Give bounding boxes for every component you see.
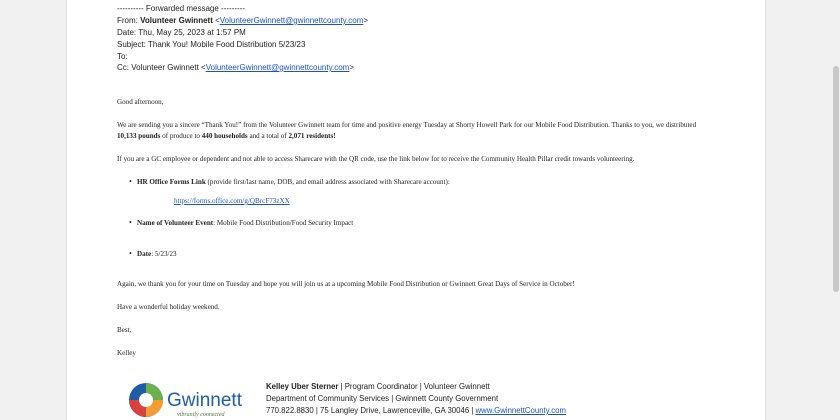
sender-name: Kelley bbox=[117, 349, 136, 357]
residents-figure: 2,071 residents! bbox=[288, 132, 336, 140]
paragraph-3: Again, we thank you for your time on Tuesday and hope you will join us at a upcoming Mobile Food Distribution or Gwinnett Great Days of Service in October! bbox=[117, 280, 575, 288]
website-link[interactable]: www.GwinnettCounty.com bbox=[475, 406, 566, 415]
signature-contact: 770.822.8830 | 75 Langley Drive, Lawrenceville, GA 30046 | www.GwinnettCounty.com bbox=[266, 406, 566, 415]
greeting: Good afternoon, bbox=[117, 98, 164, 106]
signature-name-line bbox=[266, 382, 490, 392]
from-line: From: Volunteer Gwinnett <VolunteerGwinnett@gwinnettcounty.com> bbox=[117, 16, 369, 25]
to-line: To: bbox=[117, 52, 128, 61]
bullet-date-label: Date bbox=[137, 250, 152, 258]
paragraph-1-line-2: 10,133 pounds of produce to 440 households and a total of 2,071 residents! bbox=[117, 132, 336, 140]
bullet-event-name-label: Name of Volunteer Event bbox=[137, 219, 214, 227]
bullet-date: • Date: 5/23/23 bbox=[137, 249, 177, 259]
hr-forms-link[interactable]: https://forms.office.com/g/QBrcF73zXX bbox=[174, 197, 290, 205]
logo-wordmark: Gwinnett bbox=[167, 390, 242, 411]
paragraph-1-line-1: We are sending you a sincere “Thank You!” from the Volunteer Gwinnett team for time and positive energy Tuesday at Shorty Howell Park for our Mobile Food Distribution. Thanks to you, we distributed bbox=[117, 121, 697, 129]
scrollbar-thumb[interactable] bbox=[833, 66, 839, 292]
bullet-event-name: • Name of Volunteer Event: Mobile Food Distribution/Food Security Impact bbox=[137, 218, 353, 228]
subject-line: Subject: Thank You! Mobile Food Distribution 5/23/23 bbox=[117, 40, 306, 49]
cc-email-link[interactable]: VolunteerGwinnett@gwinnettcounty.com bbox=[205, 63, 350, 72]
logo-tagline: vibrantly connected bbox=[177, 412, 225, 418]
cc-label: Cc: Volunteer Gwinnett < bbox=[117, 63, 206, 72]
from-label: From: bbox=[117, 16, 141, 25]
from-name: Volunteer Gwinnett bbox=[140, 16, 213, 25]
households-figure: 440 households bbox=[201, 132, 248, 140]
pounds-figure: 10,133 pounds bbox=[117, 132, 161, 140]
right-gutter bbox=[766, 0, 840, 420]
paragraph-2: If you are a GC employee or dependent and not able to access Sharecare with the QR code, use the link below for to receive the Community Health Pillar credit towards volunteering. bbox=[117, 155, 635, 163]
bullet-hr-forms: • HR Office Forms Link (provide first/last name, DOB, and email address associated with Sharecare account): bbox=[137, 177, 450, 187]
bullet-hr-forms-label: HR Office Forms Link bbox=[137, 178, 206, 186]
email-body-panel bbox=[66, 0, 766, 420]
gwinnett-logo-mark bbox=[125, 380, 245, 420]
cc-line: Cc: Volunteer Gwinnett <VolunteerGwinnett@gwinnettcounty.com> bbox=[117, 63, 354, 72]
paragraph-4: Have a wonderful holiday weekend. bbox=[117, 303, 220, 311]
signature-title: | Program Coordinator | Volunteer Gwinnett bbox=[338, 382, 490, 391]
forwarded-marker: ---------- Forwarded message --------- bbox=[117, 4, 245, 13]
date-line: Date: Thu, May 25, 2023 at 1:57 PM bbox=[117, 28, 246, 37]
closing: Best, bbox=[117, 326, 132, 334]
scrollbar-track[interactable] bbox=[832, 0, 840, 420]
signature-name: Kelley Uber Sterner bbox=[266, 382, 339, 391]
from-email-link[interactable]: VolunteerGwinnett@gwinnettcounty.com bbox=[219, 16, 364, 25]
gwinnett-logo bbox=[125, 380, 245, 420]
signature-department: Department of Community Services | Gwinnett County Government bbox=[266, 394, 499, 403]
